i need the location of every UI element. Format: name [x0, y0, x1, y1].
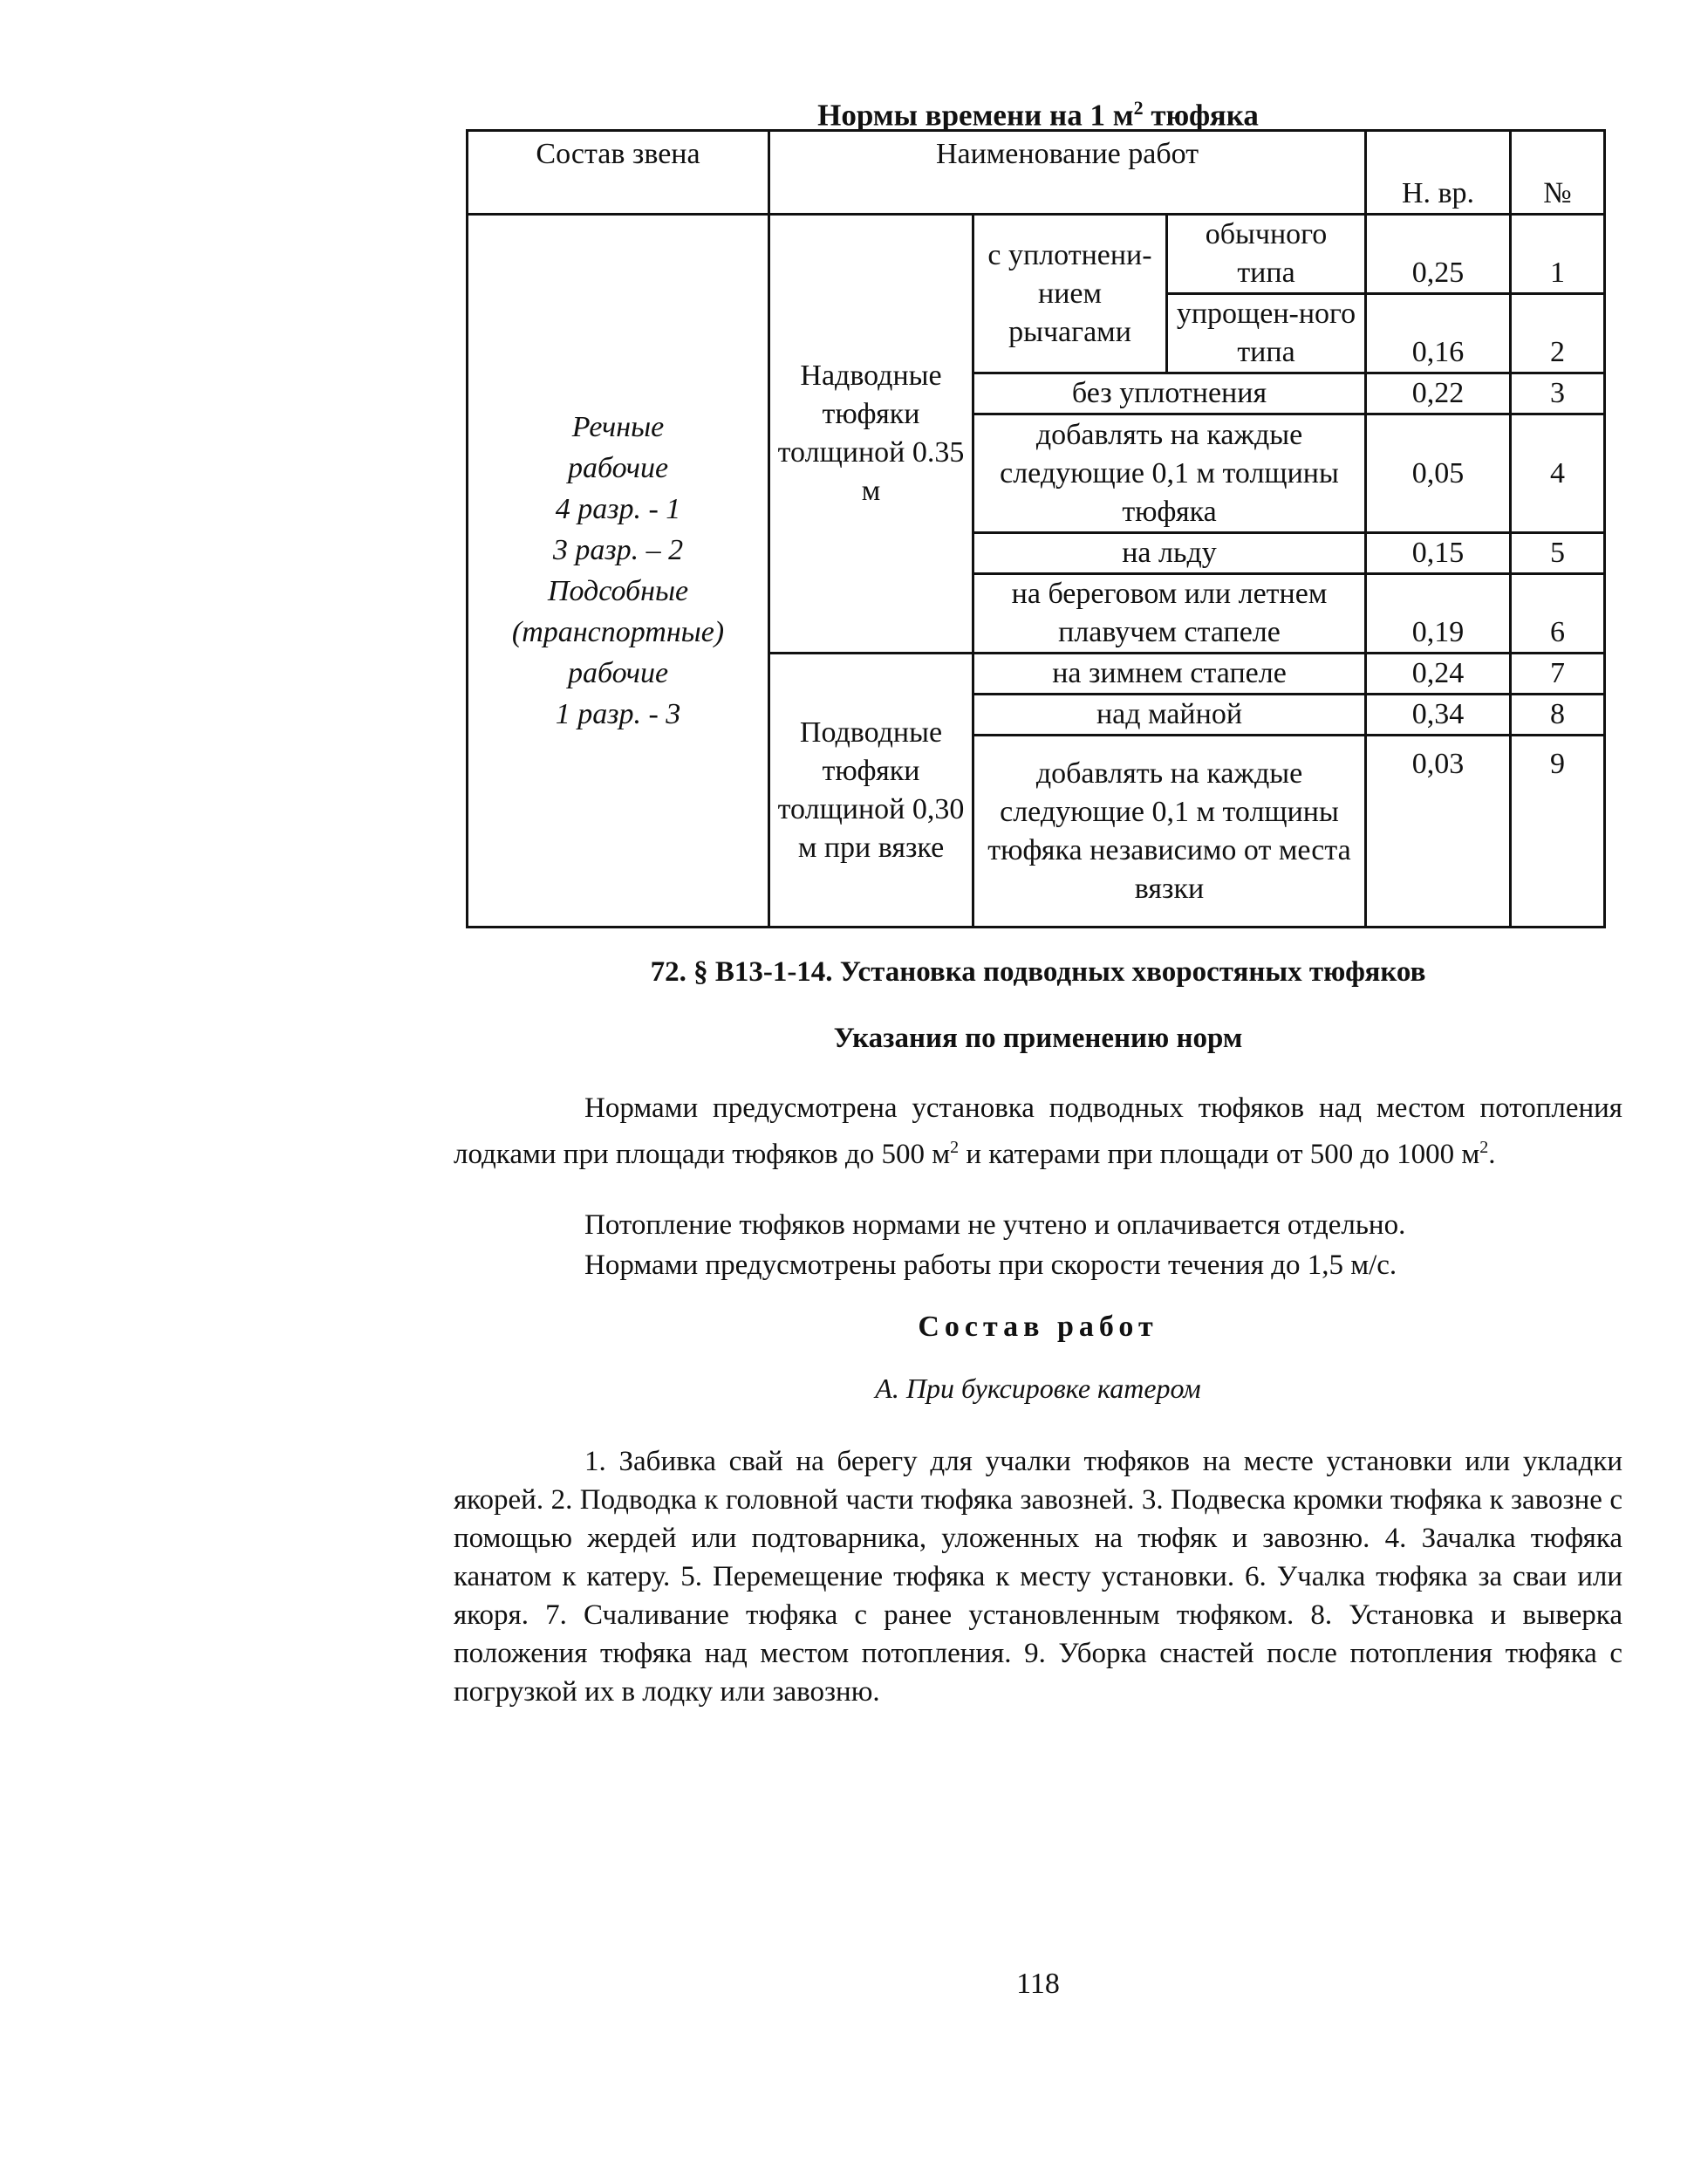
num-cell: 1 [1511, 215, 1605, 294]
work-cell: упрощен-ного типа [1167, 294, 1366, 373]
rate-cell: 0,25 [1366, 215, 1511, 294]
work-cell: без уплотнения [973, 373, 1366, 414]
work-cell: на льду [973, 533, 1366, 574]
rate-cell: 0,22 [1366, 373, 1511, 414]
compaction-cell: с уплотнени-нием рычагами [973, 215, 1167, 373]
superscript: 2 [1479, 1138, 1489, 1157]
paragraph-norms-scope [454, 1089, 1622, 1174]
composition-subheading: А. При буксировке катером [875, 1373, 1201, 1404]
crew-line: (транспортные) [511, 616, 725, 648]
superscript: 2 [950, 1138, 960, 1157]
table-title-tail: тюфяка [1143, 98, 1259, 133]
time-norms-table [466, 129, 1606, 928]
crew-cell [468, 215, 769, 928]
table-row [468, 215, 1605, 294]
crew-line: 1 разр. - 3 [555, 698, 681, 730]
crew-line: рабочие [567, 452, 669, 484]
paragraph-text: Нормами предусмотрена установка подводных тюфяков над местом потопления лодками при площади тюфяков до 500 м [454, 1092, 1622, 1170]
paragraph-text: . [1488, 1139, 1496, 1170]
header-crew: Состав звена [468, 131, 769, 215]
header-work: Наименование работ [769, 131, 1366, 215]
num-cell: 7 [1511, 654, 1605, 695]
work-cell: добавлять на каждые следующие 0,1 м толщины тюфяка [973, 414, 1366, 533]
composition-heading: Состав работ [918, 1311, 1158, 1343]
rate-cell: 0,05 [1366, 414, 1511, 533]
num-cell: 6 [1511, 574, 1605, 654]
group-surface-mattresses: Надводные тюфяки толщиной 0.35 м [769, 215, 973, 654]
header-num: № [1511, 131, 1605, 215]
work-cell: добавлять на каждые следующие 0,1 м толщины тюфяка независимо от места вязки [973, 736, 1366, 928]
rate-cell: 0,03 [1366, 736, 1511, 928]
section-heading: 72. § В13-1-14. Установка подводных хворостяных тюфяков [650, 956, 1426, 988]
rate-cell: 0,24 [1366, 654, 1511, 695]
crew-line: Подсобные [547, 575, 689, 607]
page-number: 118 [1016, 1968, 1060, 2000]
work-cell: над майной [973, 695, 1366, 736]
rate-cell: 0,16 [1366, 294, 1511, 373]
num-cell: 8 [1511, 695, 1605, 736]
rate-cell: 0,34 [1366, 695, 1511, 736]
crew-line: Речные [571, 411, 665, 443]
work-cell: на зимнем стапеле [973, 654, 1366, 695]
paragraph-work-steps: 1. Забивка свай на берегу для учалки тюфяков на месте установки или укладки якорей. 2. Подводка к головной части тюфяка завозней. 3. Подвеска кромки тюфяка к завозне с помощью жердей или подтоварника, уложенных на тюфяк и завозню. 4. Зачалка тюфяка канатом к катеру. 5. Перемещение тюфяка к месту установки. 6. Учалка тюфяка за сваи или якоря. 7. Счаливание тюфяка с ранее установленным тюфяком. 8. Установка и выверка положения тюфяка над местом потопления. 9. Уборка снастей после потопления тюфяка с погрузкой их в лодку или завозню. [454, 1446, 1622, 1708]
num-cell: 9 [1511, 736, 1605, 928]
paragraph-text: и катерами при площади от 500 до 1000 м [959, 1139, 1480, 1170]
group-underwater-mattresses: Подводные тюфяки толщиной 0,30 м при вязке [769, 654, 973, 928]
guide-heading: Указания по применению норм [833, 1023, 1243, 1054]
paragraph-current-speed: Нормами предусмотрены работы при скорости течения до 1,5 м/с. [584, 1249, 1397, 1281]
work-cell: обычного типа [1167, 215, 1366, 294]
work-cell: на береговом или летнем плавучем стапеле [973, 574, 1366, 654]
num-cell: 2 [1511, 294, 1605, 373]
crew-line: 3 разр. – 2 [552, 534, 684, 566]
crew-line: 4 разр. - 1 [555, 493, 681, 525]
rate-cell: 0,15 [1366, 533, 1511, 574]
num-cell: 4 [1511, 414, 1605, 533]
table-title-superscript: 2 [1133, 97, 1144, 119]
num-cell: 3 [1511, 373, 1605, 414]
rate-cell: 0,19 [1366, 574, 1511, 654]
header-rate: Н. вр. [1366, 131, 1511, 215]
table-title [471, 89, 1605, 135]
crew-line: рабочие [567, 657, 669, 689]
paragraph-sinking: Потопление тюфяков нормами не учтено и оплачивается отдельно. [584, 1209, 1406, 1241]
table-title-text: Нормы времени на 1 м [817, 98, 1134, 133]
num-cell: 5 [1511, 533, 1605, 574]
